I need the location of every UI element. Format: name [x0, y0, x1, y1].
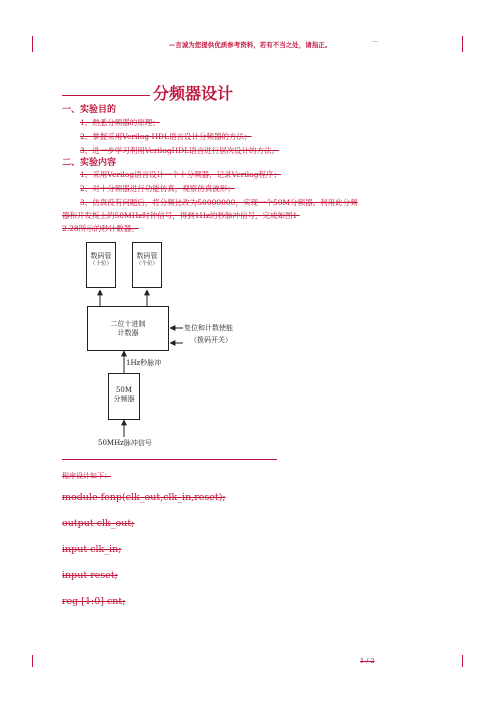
content-item: 2、对十分频器进行功能仿真，观察仿真波形；	[80, 184, 235, 193]
purpose-heading: 一、实验目的	[62, 105, 117, 115]
purpose-item: 1、熟悉分频器的原理；	[80, 118, 160, 127]
corner-mark-bottom-right	[462, 655, 463, 667]
input-signal-label: 50MHz脉冲信号	[98, 439, 152, 447]
tens-display-label: 数码管	[90, 252, 112, 260]
header-note: —言诚为您提供优质参考资料，若有不当之处，请指正。	[168, 41, 332, 49]
page-title: 分频器设计	[153, 84, 234, 103]
corner-tick: —	[372, 38, 378, 45]
counter-label-line1: 二位十进制	[110, 320, 146, 328]
content-item: 器和开发板上的50MHz时钟信号，得到1Hz的秒脉冲信号，完成如图1-	[62, 211, 300, 220]
code-line: input reset;	[62, 570, 118, 581]
counter-label-line2: 计数器	[117, 329, 139, 338]
reset-enable-label: 复位和计数使能	[184, 324, 233, 332]
units-display-label: 数码管	[136, 252, 158, 260]
counter-box	[87, 306, 169, 351]
content-item: 2.28所示的秒计数器。	[62, 224, 139, 233]
page-number: 1 / 2	[360, 657, 375, 665]
divider-label-line1: 50M	[115, 386, 133, 394]
title-rule	[62, 95, 150, 96]
tens-display-box	[86, 242, 116, 288]
dip-switch-label: （拨码开关）	[190, 336, 232, 344]
section-rule	[62, 459, 277, 460]
content-item: 1、采用Verilog语言设计一个十分频器，记录Verilog程序；	[80, 170, 282, 179]
divider-label-line2: 分频器	[113, 395, 135, 404]
content-heading: 二、实验内容	[62, 158, 117, 168]
units-display-box	[132, 242, 162, 288]
pulse-label: 1Hz秒脉冲	[126, 359, 162, 367]
divider-box	[108, 373, 140, 420]
content-item: 3、仿真没有问题后，将分频比改为50000000，实现一个50M分频器。利用此分频	[80, 198, 358, 207]
tens-display-sub: （十位）	[89, 261, 112, 268]
code-line: input clk_in;	[62, 544, 122, 555]
corner-mark-bottom-left	[32, 655, 33, 667]
code-caption: 程序设计如下：	[62, 472, 111, 480]
code-line: reg [1:0] cnt;	[62, 596, 126, 607]
code-line: output clk_out;	[62, 518, 135, 529]
code-line: module fenp(clk_out,clk_in,reset);	[62, 492, 226, 503]
purpose-item: 3、进一步学习利用VerilogHDL语言进行层次设计的方法。	[80, 146, 280, 155]
units-display-sub: （个位）	[135, 261, 158, 268]
purpose-item: 2、掌握采用Verilog HDL语言设计分频器的方法；	[80, 132, 252, 141]
